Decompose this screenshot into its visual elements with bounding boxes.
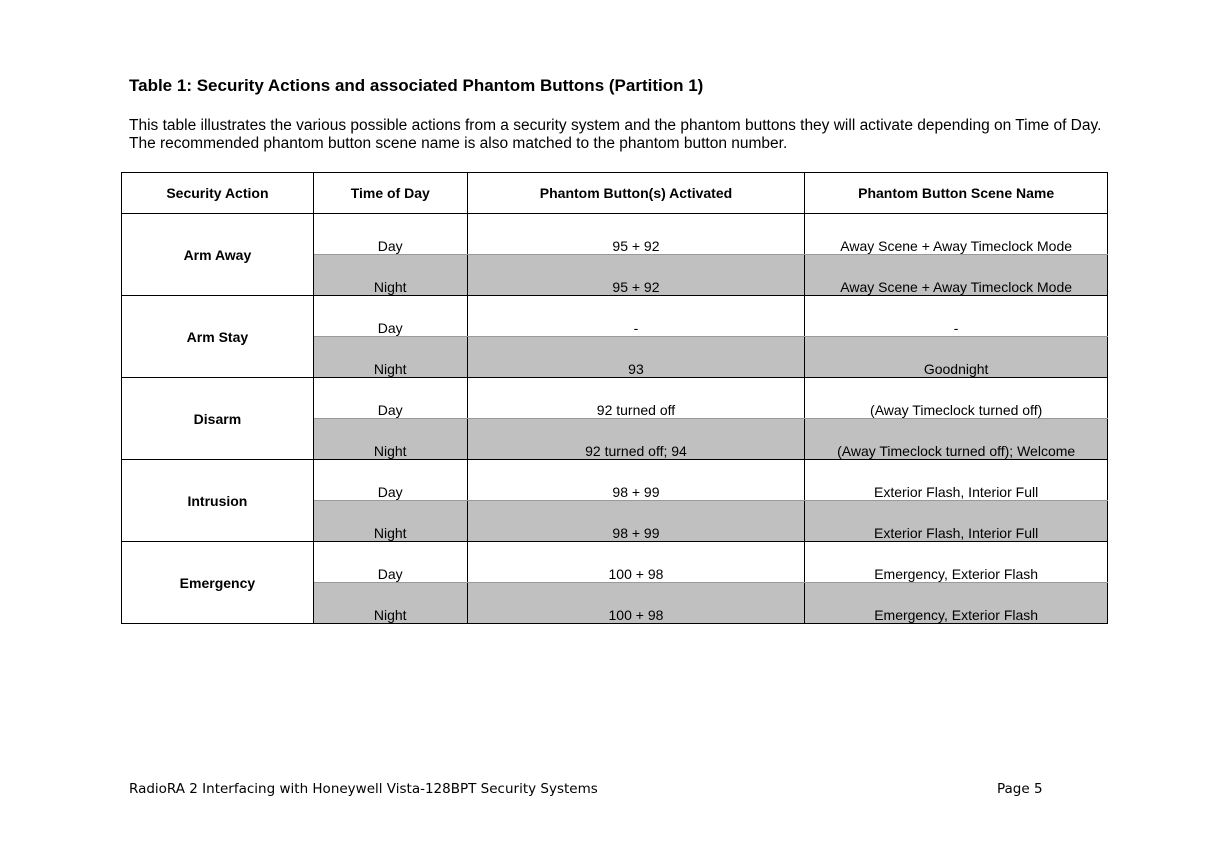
table-row (122, 378, 1108, 419)
buttons-cell: 98 + 99 (467, 501, 805, 542)
footer-document-title: RadioRA 2 Interfacing with Honeywell Vista-128BPT Security Systems (129, 781, 598, 797)
time-cell: Day (313, 214, 467, 255)
footer-page-number: Page 5 (997, 781, 1043, 797)
table-header-row (122, 173, 1108, 214)
action-cell: Disarm (122, 378, 314, 460)
scene-cell: (Away Timeclock turned off); Welcome (805, 419, 1108, 460)
table-row (122, 214, 1108, 255)
action-cell: Arm Stay (122, 296, 314, 378)
header-scene-name: Phantom Button Scene Name (805, 173, 1108, 214)
buttons-cell: - (467, 296, 805, 337)
time-cell: Night (313, 501, 467, 542)
time-cell: Day (313, 296, 467, 337)
security-actions-table (121, 172, 1108, 624)
buttons-cell: 92 turned off; 94 (467, 419, 805, 460)
time-cell: Night (313, 255, 467, 296)
buttons-cell: 95 + 92 (467, 214, 805, 255)
buttons-cell: 92 turned off (467, 378, 805, 419)
action-cell: Intrusion (122, 460, 314, 542)
time-cell: Night (313, 583, 467, 624)
buttons-cell: 95 + 92 (467, 255, 805, 296)
intro-paragraph: This table illustrates the various possible actions from a security system and the phantom buttons they will activate depending on Time of Day. The recommended phantom button scene name is also matched to the phantom button number. (129, 117, 1102, 152)
action-cell: Emergency (122, 542, 314, 624)
time-cell: Day (313, 460, 467, 501)
scene-cell: Emergency, Exterior Flash (805, 583, 1108, 624)
scene-cell: Exterior Flash, Interior Full (805, 460, 1108, 501)
scene-cell: Away Scene + Away Timeclock Mode (805, 214, 1108, 255)
table-row (122, 296, 1108, 337)
buttons-cell: 100 + 98 (467, 542, 805, 583)
table-title: Table 1: Security Actions and associated Phantom Buttons (Partition 1) (129, 76, 704, 95)
time-cell: Day (313, 542, 467, 583)
header-phantom-buttons: Phantom Button(s) Activated (467, 173, 805, 214)
time-cell: Night (313, 337, 467, 378)
time-cell: Day (313, 378, 467, 419)
header-security-action: Security Action (122, 173, 314, 214)
table-row (122, 460, 1108, 501)
table-row (122, 542, 1108, 583)
scene-cell: Exterior Flash, Interior Full (805, 501, 1108, 542)
header-time-of-day: Time of Day (313, 173, 467, 214)
time-cell: Night (313, 419, 467, 460)
scene-cell: - (805, 296, 1108, 337)
action-cell: Arm Away (122, 214, 314, 296)
scene-cell: Emergency, Exterior Flash (805, 542, 1108, 583)
scene-cell: Goodnight (805, 337, 1108, 378)
buttons-cell: 93 (467, 337, 805, 378)
scene-cell: (Away Timeclock turned off) (805, 378, 1108, 419)
scene-cell: Away Scene + Away Timeclock Mode (805, 255, 1108, 296)
buttons-cell: 100 + 98 (467, 583, 805, 624)
buttons-cell: 98 + 99 (467, 460, 805, 501)
